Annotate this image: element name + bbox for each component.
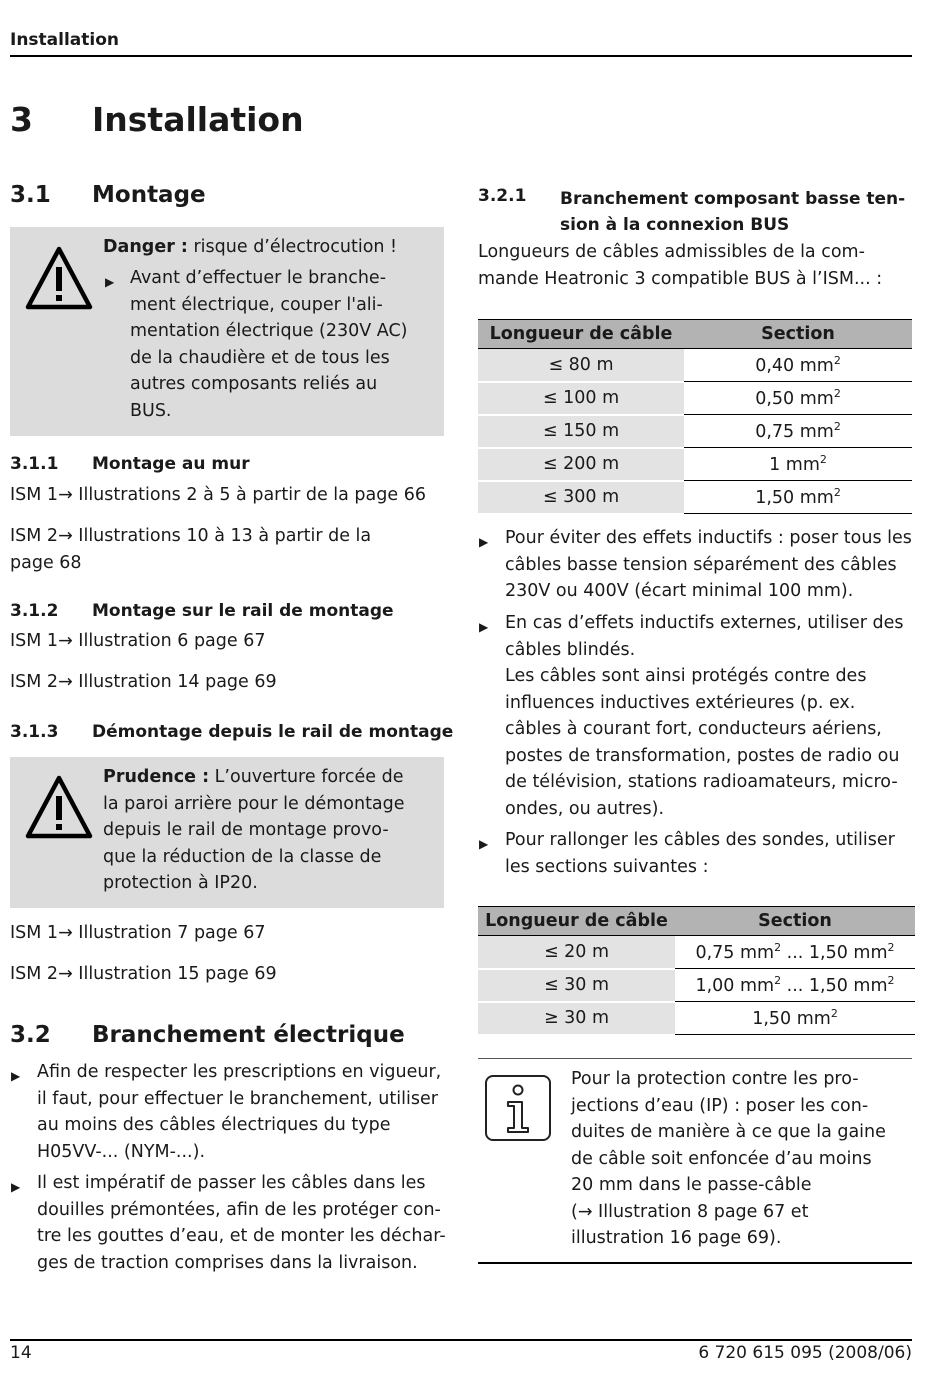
info-icon xyxy=(484,1074,552,1142)
info-bottom-rule xyxy=(478,1262,912,1264)
section-3-2-number: 3.2 xyxy=(10,1022,51,1048)
triangle-bullet-icon: ▶ xyxy=(479,620,489,634)
danger-label: Danger : xyxy=(103,237,188,257)
caution-text: Prudence : L’ouverture forcée de la paroi arrière pour le démontage depuis le rail de montage provo- que la réduction de la classe de protection à IP20. xyxy=(103,767,405,893)
rail-mount-ism2: ISM 2→ Illustration 14 page 69 xyxy=(10,672,277,692)
section-3-2-title: Branchement électrique xyxy=(92,1022,405,1048)
table-row: ≤ 100 m 0,50 $mm^2$ xyxy=(478,382,912,415)
bus-cable-table xyxy=(478,319,912,515)
danger-warning-box xyxy=(10,227,444,436)
table-row: ≤ 300 m 1,50 $mm^2$ xyxy=(478,481,912,514)
cable-length-intro: Longueurs de câbles admissibles de la com- mande Heatronic 3 compatible BUS à l’ISM... : xyxy=(478,242,883,289)
wall-mount-ism2: ISM 2→ Illustrations 10 à 13 à partir de la page 68 xyxy=(10,526,372,573)
footer-rule xyxy=(10,1339,912,1341)
inductive-bullet-2: En cas d’effets inductifs externes, utiliser des câbles blindés. Les câbles sont ainsi protégés contre des influences inductives extérieures (p. ex. câbles à courant fort, conducteurs aériens, postes de transformation, postes de radio ou de télévision, stations radioamateurs, micro- ondes, ou autres). xyxy=(505,613,904,819)
table-row: ≤ 30 m 1,00 $mm^2$ ... 1,50 $mm^2$ xyxy=(478,969,915,1002)
table-row: ≥ 30 m 1,50 $mm^2$ xyxy=(478,1002,915,1035)
column-header-length: Longueur de câble xyxy=(478,907,675,936)
column-header-length: Longueur de câble xyxy=(478,320,684,349)
warning-triangle-icon xyxy=(24,245,94,311)
table-header-row xyxy=(478,907,915,936)
info-text: Pour la protection contre les pro- jections d’eau (IP) : poser les con- duites de manière à ce que la gaine de câble soit enfoncée d’au moins 20 mm dans le passe-câble (→ Illustration 8 page 67 et illustration 16 page 69). xyxy=(571,1069,886,1248)
dismount-ism1: ISM 1→ Illustration 7 page 67 xyxy=(10,923,266,943)
sensor-cable-table xyxy=(478,906,915,1036)
column-header-section: Section xyxy=(684,320,912,349)
caution-warning-box xyxy=(10,757,444,908)
table-row: ≤ 150 m 0,75 $mm^2$ xyxy=(478,415,912,448)
inductive-bullet-3: Pour rallonger les câbles des sondes, utiliser les sections suivantes : xyxy=(505,830,895,877)
triangle-bullet-icon: ▶ xyxy=(11,1069,21,1083)
section-3-2-1-number: 3.2.1 xyxy=(478,186,527,206)
danger-heading xyxy=(103,234,397,261)
section-3-1-3-number: 3.1.3 xyxy=(10,722,59,742)
table-header-row xyxy=(478,320,912,349)
electrical-bullet-2: Il est impératif de passer les câbles dans les douilles prémontées, afin de les protéger con- tre les gouttes d’eau, et de monter les déchar- ges de traction comprises dans la livraison. xyxy=(37,1173,446,1273)
caution-label: Prudence : xyxy=(103,767,210,787)
table-row: ≤ 80 m 0,40 $mm^2$ xyxy=(478,349,912,382)
table-row: ≤ 200 m 1 $mm^2$ xyxy=(478,448,912,481)
document-reference: 6 720 615 095 (2008/06) xyxy=(698,1343,912,1363)
danger-text: risque d’électrocution ! xyxy=(187,237,398,257)
triangle-bullet-icon: ▶ xyxy=(105,275,115,289)
header-rule xyxy=(10,55,912,57)
section-3-1-2-number: 3.1.2 xyxy=(10,601,59,621)
running-header: Installation xyxy=(10,30,120,50)
info-top-rule xyxy=(478,1058,912,1059)
triangle-bullet-icon: ▶ xyxy=(479,535,489,549)
section-3-1-number: 3.1 xyxy=(10,182,51,208)
table-row: ≤ 20 m 0,75 $mm^2$ ... 1,50 $mm^2$ xyxy=(478,936,915,969)
page-number: 14 xyxy=(10,1343,32,1363)
wall-mount-ism1: ISM 1→ Illustrations 2 à 5 à partir de la page 66 xyxy=(10,485,426,505)
chapter-number: 3 xyxy=(10,100,33,139)
column-header-section: Section xyxy=(675,907,915,936)
inductive-bullet-1: Pour éviter des effets inductifs : poser tous les câbles basse tension séparément des câbles 230V ou 400V (écart minimal 100 mm). xyxy=(505,528,912,601)
section-3-1-1-number: 3.1.1 xyxy=(10,454,59,474)
triangle-bullet-icon: ▶ xyxy=(479,837,489,851)
danger-bullet-text: Avant d’effectuer le branche- ment électrique, couper l'ali- mentation électrique (230V AC) de la chaudière et de tous les autres composants reliés au BUS. xyxy=(130,268,408,421)
warning-triangle-icon xyxy=(24,774,94,840)
section-3-1-3-title: Démontage depuis le rail de montage xyxy=(92,722,454,742)
section-3-1-title: Montage xyxy=(92,182,206,208)
chapter-title: Installation xyxy=(92,100,304,139)
section-3-1-1-title: Montage au mur xyxy=(92,454,250,474)
triangle-bullet-icon: ▶ xyxy=(11,1180,21,1194)
electrical-bullet-1: Afin de respecter les prescriptions en vigueur, il faut, pour effectuer le branchement, utiliser au moins des câbles électriques du type H05VV-... (NYM-...). xyxy=(37,1062,442,1162)
dismount-ism2: ISM 2→ Illustration 15 page 69 xyxy=(10,964,277,984)
section-3-2-1-title: Branchement composant basse ten- sion à la connexion BUS xyxy=(560,189,906,235)
rail-mount-ism1: ISM 1→ Illustration 6 page 67 xyxy=(10,631,266,651)
section-3-1-2-title: Montage sur le rail de montage xyxy=(92,601,394,621)
